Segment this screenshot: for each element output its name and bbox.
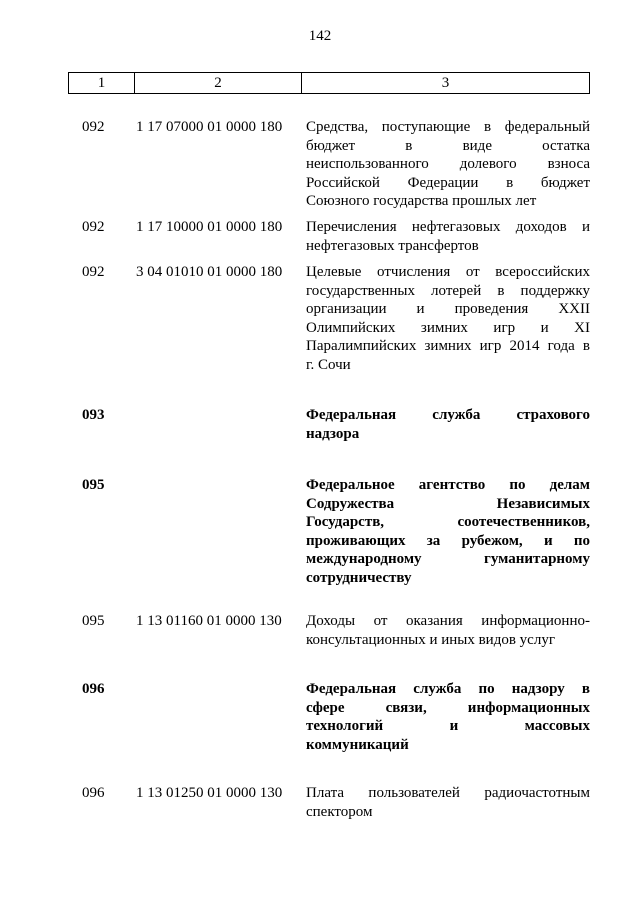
description-line: Плата пользователей радиочастотным: [306, 785, 590, 801]
admin-code: 093: [82, 407, 105, 423]
header-col-3: 3: [441, 74, 450, 91]
description-line: нефтегазовых трансфертов: [306, 237, 479, 254]
description-line: государственных лотерей в поддержку: [306, 282, 590, 299]
description: [306, 612, 590, 649]
admin-code: 096: [82, 785, 105, 801]
description-line: консультационных и иных видов услуг: [306, 631, 555, 648]
admin-code: 092: [82, 119, 105, 135]
description-line: Федеральное агентство по делам: [306, 477, 590, 493]
description-line: Содружества Независимых: [306, 495, 590, 512]
description-line: Олимпийских зимних игр и XI: [306, 319, 590, 336]
description-line: сфере связи, информационных: [306, 699, 590, 716]
description: [306, 476, 590, 587]
description: [306, 680, 590, 754]
admin-code: 092: [82, 219, 105, 235]
description-line: г. Сочи: [306, 356, 351, 373]
description-line: надзора: [306, 425, 360, 442]
description-line: коммуникаций: [306, 736, 409, 753]
table-header: [68, 72, 590, 94]
description-line: Государств, соотечественников,: [306, 514, 590, 530]
admin-code: 096: [82, 681, 105, 697]
description-line: Союзного государства прошлых лет: [306, 193, 537, 209]
description-line: организации и проведения XXII: [306, 301, 590, 317]
description-line: проживающих за рубежом, и по: [306, 532, 590, 549]
description-line: бюджет в виде остатка: [306, 137, 590, 154]
description-line: технологий и массовых: [306, 718, 590, 734]
description-line: спектором: [306, 803, 373, 820]
header-col-1: 1: [69, 73, 135, 93]
budget-classification-code: 3 04 01010 01 0000 180: [136, 264, 283, 280]
budget-classification-code: 1 13 01250 01 0000 130: [136, 785, 283, 801]
admin-code: 095: [82, 477, 105, 493]
admin-code: 092: [82, 264, 105, 280]
description-line: сотрудничеству: [306, 569, 412, 586]
description-line: неиспользованного долевого взноса: [306, 156, 590, 172]
description-line: Перечисления нефтегазовых доходов и: [306, 219, 590, 235]
description-line: Российской Федерации в бюджет: [306, 174, 590, 191]
description-line: Доходы от оказания информационно-: [306, 613, 590, 629]
description: [306, 406, 590, 443]
description-line: Федеральная служба страхового: [306, 407, 590, 423]
description: [306, 218, 590, 255]
description: [306, 784, 590, 821]
description-line: Федеральная служба по надзору в: [306, 681, 590, 697]
budget-classification-code: 1 17 10000 01 0000 180: [136, 219, 283, 235]
description-line: Паралимпийских зимних игр 2014 года в: [306, 338, 590, 354]
header-col-2: 2: [135, 73, 302, 93]
description: [306, 263, 590, 374]
budget-classification-code: 1 17 07000 01 0000 180: [136, 119, 283, 135]
description-line: Целевые отчисления от всероссийских: [306, 264, 590, 280]
page-number: 142: [308, 28, 332, 44]
admin-code: 095: [82, 613, 105, 629]
description-line: международному гуманитарному: [306, 551, 590, 567]
description-line: Средства, поступающие в федеральный: [306, 119, 590, 135]
budget-classification-code: 1 13 01160 01 0000 130: [136, 613, 282, 629]
description: [306, 118, 590, 211]
